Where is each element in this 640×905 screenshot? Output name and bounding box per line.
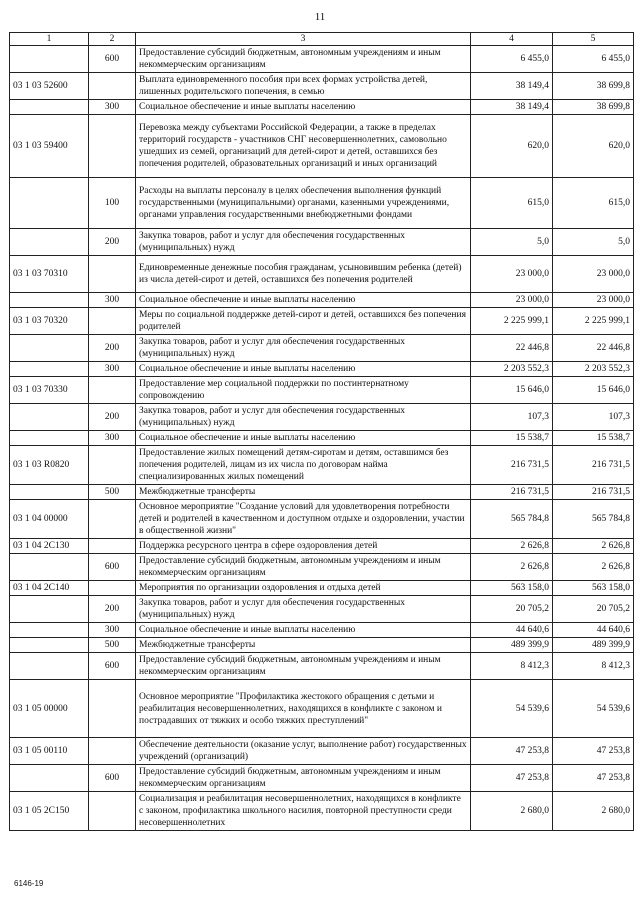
row-code bbox=[10, 178, 89, 229]
row-description: Предоставление жилых помещений детям-сиротам и детям, оставшимся без попечения родителей, лицам из их числа по договорам найма специализированных жилых помещений bbox=[136, 446, 471, 485]
row-value-col5: 565 784,8 bbox=[553, 500, 634, 539]
table-header-row bbox=[10, 33, 634, 46]
row-description: Поддержка ресурсного центра в сфере оздоровления детей bbox=[136, 539, 471, 554]
row-value-col5: 2 680,0 bbox=[553, 792, 634, 831]
row-code bbox=[10, 554, 89, 581]
row-code bbox=[10, 404, 89, 431]
row-expense-type bbox=[89, 446, 136, 485]
table-row bbox=[10, 115, 634, 178]
row-description: Предоставление субсидий бюджетным, автономным учреждениям и иным некоммерческим организациям bbox=[136, 653, 471, 680]
row-value-col4: 38 149,4 bbox=[471, 73, 553, 100]
row-expense-type bbox=[89, 738, 136, 765]
row-code: 03 1 03 70320 bbox=[10, 308, 89, 335]
row-code: 03 1 05 2C150 bbox=[10, 792, 89, 831]
row-code bbox=[10, 485, 89, 500]
row-description: Социальное обеспечение и иные выплаты населению bbox=[136, 362, 471, 377]
header-col-5: 5 bbox=[553, 33, 634, 46]
row-expense-type bbox=[89, 377, 136, 404]
row-value-col5: 8 412,3 bbox=[553, 653, 634, 680]
table-row bbox=[10, 431, 634, 446]
row-code bbox=[10, 46, 89, 73]
row-description: Предоставление мер социальной поддержки по постинтернатному сопровождению bbox=[136, 377, 471, 404]
table-row bbox=[10, 335, 634, 362]
row-code: 03 1 04 2C140 bbox=[10, 581, 89, 596]
row-code bbox=[10, 100, 89, 115]
row-code bbox=[10, 293, 89, 308]
row-value-col5: 6 455,0 bbox=[553, 46, 634, 73]
row-expense-type: 600 bbox=[89, 765, 136, 792]
table-row bbox=[10, 362, 634, 377]
row-value-col4: 216 731,5 bbox=[471, 446, 553, 485]
row-value-col4: 2 203 552,3 bbox=[471, 362, 553, 377]
row-code: 03 1 03 52600 bbox=[10, 73, 89, 100]
row-expense-type: 300 bbox=[89, 623, 136, 638]
table-row bbox=[10, 581, 634, 596]
row-code bbox=[10, 362, 89, 377]
row-description: Закупка товаров, работ и услуг для обеспечения государственных (муниципальных) нужд bbox=[136, 229, 471, 256]
row-expense-type: 200 bbox=[89, 404, 136, 431]
page-number: 11 bbox=[314, 11, 326, 23]
row-value-col4: 2 626,8 bbox=[471, 554, 553, 581]
row-description: Закупка товаров, работ и услуг для обеспечения государственных (муниципальных) нужд bbox=[136, 404, 471, 431]
row-description: Единовременные денежные пособия гражданам, усыновившим ребенка (детей) из числа детей-сирот и детей, оставшихся без попечения родителей bbox=[136, 256, 471, 293]
row-value-col4: 620,0 bbox=[471, 115, 553, 178]
table-row bbox=[10, 623, 634, 638]
row-value-col5: 23 000,0 bbox=[553, 256, 634, 293]
table-row bbox=[10, 554, 634, 581]
row-code: 03 1 05 00000 bbox=[10, 680, 89, 738]
row-value-col4: 22 446,8 bbox=[471, 335, 553, 362]
row-expense-type: 200 bbox=[89, 335, 136, 362]
row-value-col5: 38 699,8 bbox=[553, 73, 634, 100]
row-value-col5: 216 731,5 bbox=[553, 485, 634, 500]
row-code bbox=[10, 653, 89, 680]
row-value-col5: 20 705,2 bbox=[553, 596, 634, 623]
row-value-col4: 2 626,8 bbox=[471, 539, 553, 554]
row-description: Предоставление субсидий бюджетным, автономным учреждениям и иным некоммерческим организациям bbox=[136, 554, 471, 581]
row-value-col4: 20 705,2 bbox=[471, 596, 553, 623]
row-description: Меры по социальной поддержке детей-сирот и детей, оставшихся без попечения родителей bbox=[136, 308, 471, 335]
row-expense-type: 300 bbox=[89, 100, 136, 115]
row-value-col4: 2 680,0 bbox=[471, 792, 553, 831]
row-value-col4: 565 784,8 bbox=[471, 500, 553, 539]
row-expense-type bbox=[89, 308, 136, 335]
table-row bbox=[10, 73, 634, 100]
row-description: Основное мероприятие "Создание условий для удовлетворения потребности детей и родителей в качественном и доступном отдыхе и оздоровлении, участии в общественной жизни" bbox=[136, 500, 471, 539]
row-code bbox=[10, 638, 89, 653]
row-expense-type bbox=[89, 115, 136, 178]
row-value-col5: 563 158,0 bbox=[553, 581, 634, 596]
row-expense-type: 300 bbox=[89, 293, 136, 308]
row-value-col5: 23 000,0 bbox=[553, 293, 634, 308]
row-value-col4: 23 000,0 bbox=[471, 256, 553, 293]
row-expense-type bbox=[89, 256, 136, 293]
row-value-col5: 15 538,7 bbox=[553, 431, 634, 446]
row-value-col4: 563 158,0 bbox=[471, 581, 553, 596]
row-value-col5: 2 203 552,3 bbox=[553, 362, 634, 377]
table-row bbox=[10, 229, 634, 256]
row-value-col5: 615,0 bbox=[553, 178, 634, 229]
row-description: Выплата единовременного пособия при всех формах устройства детей, лишенных родительского попечения, в семью bbox=[136, 73, 471, 100]
table-row bbox=[10, 485, 634, 500]
row-value-col5: 5,0 bbox=[553, 229, 634, 256]
row-expense-type bbox=[89, 581, 136, 596]
row-value-col4: 47 253,8 bbox=[471, 738, 553, 765]
row-value-col5: 22 446,8 bbox=[553, 335, 634, 362]
row-value-col4: 44 640,6 bbox=[471, 623, 553, 638]
row-value-col4: 489 399,9 bbox=[471, 638, 553, 653]
table-row bbox=[10, 539, 634, 554]
row-expense-type bbox=[89, 500, 136, 539]
row-value-col5: 2 626,8 bbox=[553, 554, 634, 581]
row-description: Обеспечение деятельности (оказание услуг, выполнение работ) государственных учреждений (организаций) bbox=[136, 738, 471, 765]
row-description: Социализация и реабилитация несовершеннолетних, находящихся в конфликте с законом, профилактика школьного насилия, повторной преступности среди несовершеннолетних bbox=[136, 792, 471, 831]
table-row bbox=[10, 377, 634, 404]
row-value-col4: 38 149,4 bbox=[471, 100, 553, 115]
row-value-col4: 8 412,3 bbox=[471, 653, 553, 680]
row-description: Предоставление субсидий бюджетным, автономным учреждениям и иным некоммерческим организациям bbox=[136, 46, 471, 73]
row-description: Мероприятия по организации оздоровления и отдыха детей bbox=[136, 581, 471, 596]
row-value-col4: 5,0 bbox=[471, 229, 553, 256]
row-description: Социальное обеспечение и иные выплаты населению bbox=[136, 623, 471, 638]
row-description: Межбюджетные трансферты bbox=[136, 638, 471, 653]
row-code: 03 1 05 00110 bbox=[10, 738, 89, 765]
row-expense-type bbox=[89, 539, 136, 554]
row-expense-type: 600 bbox=[89, 46, 136, 73]
row-description: Социальное обеспечение и иные выплаты населению bbox=[136, 293, 471, 308]
row-value-col5: 107,3 bbox=[553, 404, 634, 431]
row-value-col5: 489 399,9 bbox=[553, 638, 634, 653]
row-code bbox=[10, 431, 89, 446]
row-value-col4: 6 455,0 bbox=[471, 46, 553, 73]
row-expense-type: 500 bbox=[89, 485, 136, 500]
row-value-col4: 23 000,0 bbox=[471, 293, 553, 308]
row-value-col5: 2 626,8 bbox=[553, 539, 634, 554]
row-value-col5: 54 539,6 bbox=[553, 680, 634, 738]
row-expense-type: 300 bbox=[89, 362, 136, 377]
row-expense-type bbox=[89, 680, 136, 738]
row-expense-type: 100 bbox=[89, 178, 136, 229]
row-code: 03 1 03 59400 bbox=[10, 115, 89, 178]
table-row bbox=[10, 765, 634, 792]
row-description: Расходы на выплаты персоналу в целях обеспечения выполнения функций государственными (муниципальными) органами, казенными учреждениями, органами управления государственными внебюджетными фондами bbox=[136, 178, 471, 229]
header-col-4: 4 bbox=[471, 33, 553, 46]
table-row bbox=[10, 653, 634, 680]
row-description: Социальное обеспечение и иные выплаты населению bbox=[136, 100, 471, 115]
table-row bbox=[10, 404, 634, 431]
row-code bbox=[10, 335, 89, 362]
row-expense-type: 500 bbox=[89, 638, 136, 653]
row-value-col5: 38 699,8 bbox=[553, 100, 634, 115]
table-row bbox=[10, 178, 634, 229]
row-value-col4: 15 646,0 bbox=[471, 377, 553, 404]
row-code: 03 1 04 00000 bbox=[10, 500, 89, 539]
table-row bbox=[10, 446, 634, 485]
row-code bbox=[10, 765, 89, 792]
row-value-col4: 107,3 bbox=[471, 404, 553, 431]
table-row bbox=[10, 792, 634, 831]
row-expense-type bbox=[89, 792, 136, 831]
table-body bbox=[10, 46, 634, 831]
table-row bbox=[10, 738, 634, 765]
row-description: Социальное обеспечение и иные выплаты населению bbox=[136, 431, 471, 446]
row-value-col5: 15 646,0 bbox=[553, 377, 634, 404]
table-row bbox=[10, 293, 634, 308]
row-code: 03 1 03 70330 bbox=[10, 377, 89, 404]
row-value-col4: 54 539,6 bbox=[471, 680, 553, 738]
row-expense-type: 300 bbox=[89, 431, 136, 446]
budget-table bbox=[9, 32, 634, 831]
row-code bbox=[10, 596, 89, 623]
row-code: 03 1 03 70310 bbox=[10, 256, 89, 293]
row-description: Перевозка между субъектами Российской Федерации, а также в пределах территорий государств - участников СНГ несовершеннолетних, самовольно ушедших из семей, организаций для детей-сирот и детей, оставшихся без попечения родителей, образовательных организаций и иных организаций bbox=[136, 115, 471, 178]
row-expense-type: 200 bbox=[89, 229, 136, 256]
row-expense-type: 200 bbox=[89, 596, 136, 623]
table-row bbox=[10, 46, 634, 73]
row-value-col5: 620,0 bbox=[553, 115, 634, 178]
row-description: Межбюджетные трансферты bbox=[136, 485, 471, 500]
row-expense-type bbox=[89, 73, 136, 100]
row-value-col5: 216 731,5 bbox=[553, 446, 634, 485]
table-row bbox=[10, 308, 634, 335]
row-value-col4: 216 731,5 bbox=[471, 485, 553, 500]
header-col-2: 2 bbox=[89, 33, 136, 46]
table-row bbox=[10, 596, 634, 623]
table-row bbox=[10, 500, 634, 539]
row-code: 03 1 04 2C130 bbox=[10, 539, 89, 554]
header-col-1: 1 bbox=[10, 33, 89, 46]
table-row bbox=[10, 638, 634, 653]
row-value-col5: 2 225 999,1 bbox=[553, 308, 634, 335]
table-row bbox=[10, 256, 634, 293]
row-description: Закупка товаров, работ и услуг для обеспечения государственных (муниципальных) нужд bbox=[136, 596, 471, 623]
row-value-col5: 44 640,6 bbox=[553, 623, 634, 638]
document-code: 6146-19 bbox=[14, 879, 44, 888]
row-value-col4: 47 253,8 bbox=[471, 765, 553, 792]
row-description: Закупка товаров, работ и услуг для обеспечения государственных (муниципальных) нужд bbox=[136, 335, 471, 362]
row-value-col4: 615,0 bbox=[471, 178, 553, 229]
row-value-col5: 47 253,8 bbox=[553, 738, 634, 765]
header-col-3: 3 bbox=[136, 33, 471, 46]
row-code bbox=[10, 229, 89, 256]
row-expense-type: 600 bbox=[89, 653, 136, 680]
table-row bbox=[10, 680, 634, 738]
row-value-col5: 47 253,8 bbox=[553, 765, 634, 792]
row-code bbox=[10, 623, 89, 638]
row-expense-type: 600 bbox=[89, 554, 136, 581]
row-description: Основное мероприятие "Профилактика жестокого обращения с детьми и реабилитация несовершеннолетних, находящихся в конфликте с законом и пострадавших от тяжких и особо тяжких преступлений" bbox=[136, 680, 471, 738]
row-code: 03 1 03 R0820 bbox=[10, 446, 89, 485]
row-value-col4: 15 538,7 bbox=[471, 431, 553, 446]
row-value-col4: 2 225 999,1 bbox=[471, 308, 553, 335]
table-row bbox=[10, 100, 634, 115]
row-description: Предоставление субсидий бюджетным, автономным учреждениям и иным некоммерческим организациям bbox=[136, 765, 471, 792]
